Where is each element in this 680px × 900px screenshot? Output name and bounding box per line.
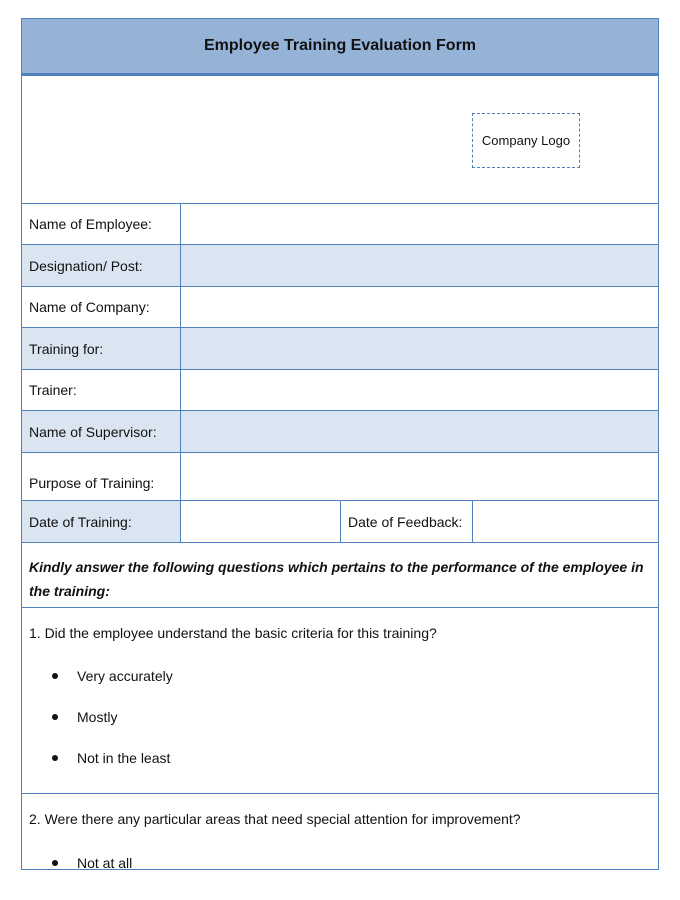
question-1-block <box>22 608 658 794</box>
option-not-in-the-least[interactable] <box>22 750 170 766</box>
trainer-label: Trainer: <box>22 370 181 410</box>
supervisor-label: Name of Supervisor: <box>22 411 181 452</box>
question-2-text: 2. Were there any particular areas that need special attention for improvement? <box>29 811 521 827</box>
date-of-training-field[interactable] <box>181 501 341 542</box>
bullet-icon <box>52 673 58 679</box>
company-row <box>22 287 658 328</box>
option-not-at-all[interactable] <box>22 855 132 870</box>
trainer-row <box>22 370 658 411</box>
date-of-feedback-field[interactable] <box>473 501 658 542</box>
company-logo-placeholder: Company Logo <box>472 113 580 168</box>
form-title: Employee Training Evaluation Form <box>22 19 658 76</box>
supervisor-field[interactable] <box>181 411 658 452</box>
option-label: Very accurately <box>77 668 173 684</box>
designation-field[interactable] <box>181 245 658 286</box>
purpose-field[interactable] <box>181 453 658 500</box>
bullet-icon <box>52 714 58 720</box>
option-label: Not at all <box>77 855 133 870</box>
supervisor-row <box>22 411 658 453</box>
instruction-text: Kindly answer the following questions which pertains to the performance of the employee in the training: <box>22 543 658 608</box>
employee-name-field[interactable] <box>181 204 658 244</box>
date-of-feedback-label: Date of Feedback: <box>341 501 473 542</box>
bullet-icon <box>52 755 58 761</box>
logo-area <box>22 76 658 204</box>
purpose-label: Purpose of Training: <box>22 453 181 500</box>
option-label: Not in the least <box>77 750 171 766</box>
company-field[interactable] <box>181 287 658 327</box>
question-1-text: 1. Did the employee understand the basic criteria for this training? <box>29 625 437 641</box>
purpose-row <box>22 453 658 501</box>
company-label: Name of Company: <box>22 287 181 327</box>
training-evaluation-form <box>21 18 659 870</box>
training-for-row <box>22 328 658 370</box>
employee-name-row <box>22 204 658 245</box>
employee-name-label: Name of Employee: <box>22 204 181 244</box>
date-of-training-label: Date of Training: <box>22 501 181 542</box>
option-very-accurately[interactable] <box>22 668 173 684</box>
trainer-field[interactable] <box>181 370 658 410</box>
question-2-block <box>22 794 658 870</box>
training-for-label: Training for: <box>22 328 181 369</box>
training-for-field[interactable] <box>181 328 658 369</box>
dates-row <box>22 501 658 543</box>
bullet-icon <box>52 860 58 866</box>
designation-row <box>22 245 658 287</box>
option-label: Mostly <box>77 709 118 725</box>
designation-label: Designation/ Post: <box>22 245 181 286</box>
option-mostly[interactable] <box>22 709 117 725</box>
